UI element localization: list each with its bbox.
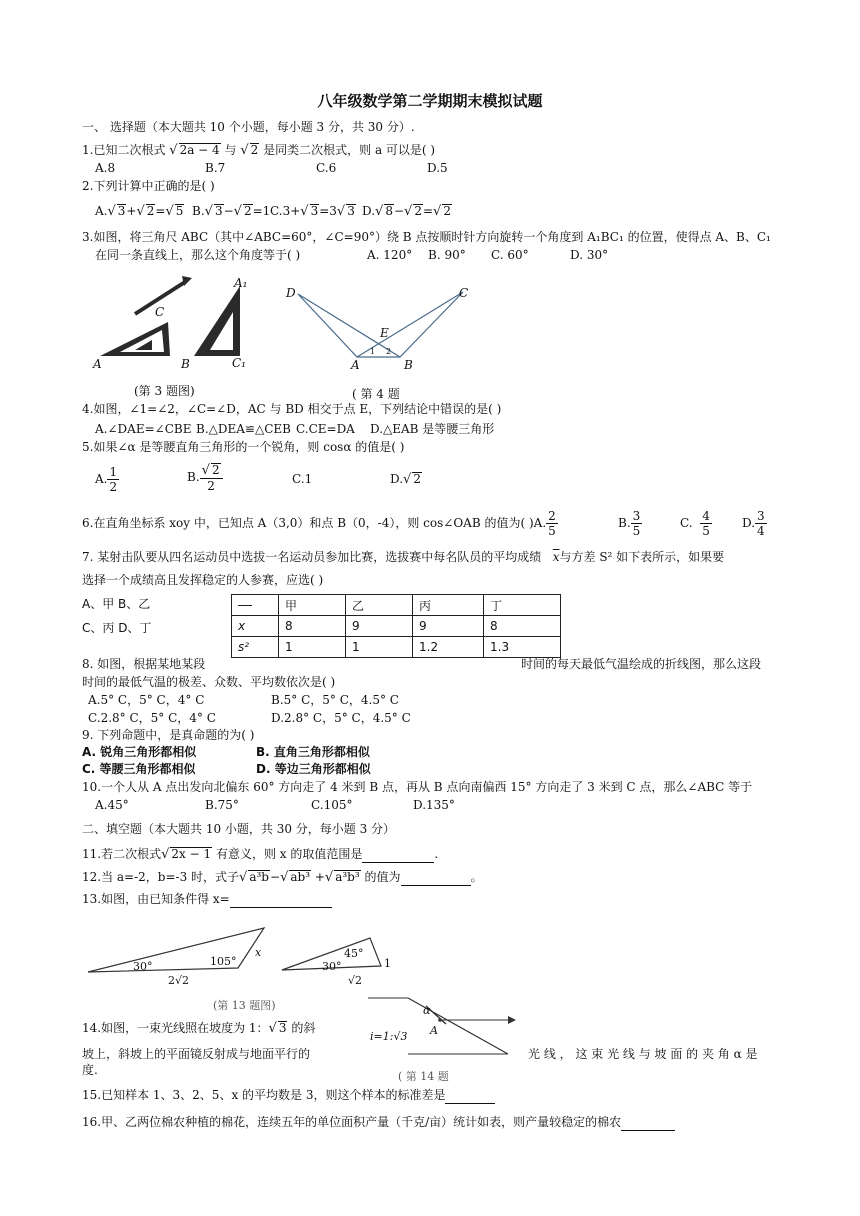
q5-a-num: 1 [109,465,118,479]
table-cell: 1.2 [413,637,484,658]
q5-a-fraction [107,465,119,494]
q2-c-r3: 3 [310,204,319,218]
q1-radicand-1: 2a − 4 [179,143,220,157]
q5-option-d: D.√ 2 [390,472,421,487]
q2-b-r2: 2 [243,204,252,218]
question-3-line-1: 3.如图，将三角尺 ABC（其中∠ABC=60°，∠C=90°）绕 B 点按顺时针方向旋转一个角度到 A₁BC₁ 的位置，使得点 A、B、C₁ [82,230,771,244]
question-1 [82,142,435,159]
fig4-label-b: B [404,358,413,372]
q5-option-b [187,462,223,493]
q2-d-label: D. [362,204,376,218]
q6-d-label: D. [742,516,756,530]
q2-option-d: D.√ 8−√ 2=√ 2 [362,204,451,219]
q11-answer-blank[interactable] [362,846,434,863]
q6-c-fraction [700,509,712,538]
q6-d-fraction [755,509,767,538]
q6-c-num: 4 [702,509,710,523]
fig4-label-a: A [351,358,360,372]
fig13-caption: (第 13 题图) [213,999,276,1012]
q8-option-a: A.5° C，5° C，4° C [88,693,205,707]
q6-c-den: 5 [702,524,710,538]
fig3-label-b: B [181,357,190,371]
table-cell: 8 [484,616,561,637]
table-cell: 甲 [279,595,346,616]
q12-end: 。 [470,870,483,884]
table-row [232,616,561,637]
question-14-line-3: 度. [82,1063,98,1077]
fig14-label-a: A [430,1024,438,1037]
q3-option-c: C. 60° [491,248,529,262]
q6-option-b [618,508,642,538]
q14-radicand: 3 [278,1021,287,1035]
q5-a-den: 2 [109,480,118,494]
q5-option-a [95,464,119,494]
q7-text-a: 7. 某射击队要从四名运动员中选拔一名运动员参加比赛，选拔赛中每名队员的平均成绩 [82,550,542,564]
q1-option-a: A.8 [95,161,116,175]
fig13-base-a: 2√2 [168,974,190,987]
q2-c-r3b: 3 [347,204,355,218]
q6-d-num: 3 [757,509,765,523]
table-row [232,595,561,616]
question-5: 5.如果∠α 是等腰直角三角形的一个锐角，则 cosα 的值是( ) [82,440,405,454]
q3-option-a: A. 120° [367,248,413,262]
fig13-angle-30b: 30° [322,960,342,973]
q6-option-d [742,508,767,538]
fig3-caption: (第 3 题图) [134,384,195,398]
q12-plus: + [314,870,325,884]
q2-option-c: C.3+√ 3=3√ 3 [270,204,355,219]
fig3-label-c1: C₁ [232,356,246,370]
q5-b-label: B. [187,470,200,484]
q4-option-a: A.∠DAE=∠CBE [95,422,192,436]
fig3-label-a: A [93,357,102,371]
question-2: 2.下列计算中正确的是( ) [82,179,215,193]
q9-option-c: C. 等腰三角形都相似 [82,762,196,776]
q2-a-r3: 3 [117,204,126,218]
q9-option-a: A. 锐角三角形都相似 [82,745,197,759]
q6-option-c [680,508,712,538]
q7-stats-table [231,594,561,658]
q12-radicand-2: ab³ [290,870,311,884]
question-15 [82,1087,495,1104]
q2-d-r8: 8 [385,204,393,218]
q8-option-b: B.5° C，5° C，4.5° C [271,693,399,707]
fig3-label-c: C [155,305,165,319]
q2-option-a: A.√ 3+√ 2=√ 5 [95,204,184,219]
table-cell: 丙 [413,595,484,616]
sqrt-symbol: √ [240,143,249,158]
fig4-angle-2: 2 [386,347,392,356]
q3-option-b: B. 90° [428,248,466,262]
q6-b-label: B. [618,516,631,530]
q6-a-fraction [546,509,558,538]
question-8-part-a: 8. 如图，根据某地某段 [82,657,206,671]
q2-a-eq: = [155,204,166,218]
q1-option-c: C.6 [316,161,337,175]
q12-answer-blank[interactable] [401,869,471,886]
q5-d-radicand: 2 [413,472,421,486]
figure-14-light-slope [368,996,528,1058]
fig14-alpha: α [423,1004,431,1017]
fig4-label-e: E [380,326,389,340]
table-cell: s² [232,637,279,658]
q8-option-c: C.2.8° C，5° C，4° C [88,711,216,725]
question-16 [82,1114,675,1131]
q12-text-a: 12.当 a=-2，b=-3 时，式子 [82,870,240,884]
table-cell: 乙 [346,595,413,616]
question-8-part-b: 时间的每天最低气温绘成的折线图，那么这段 [521,657,762,671]
q5-option-c: C.1 [292,472,313,486]
table-cell: x [232,616,279,637]
q4-option-c: C.CE=DA [296,422,355,436]
fig13-label-x: x [255,946,262,959]
fig13-angle-30a: 30° [133,960,153,973]
fig4-label-c: C [459,286,469,300]
q6-a-den: 5 [548,524,556,538]
question-12: 12.当 a=-2，b=-3 时，式子√ a³b−√ ab³ +√ a³b³ 的值为 。 [82,870,483,885]
q4-option-b: B.△DEA≌△CEB [196,422,291,436]
q1-option-b: B.7 [205,161,226,175]
fig4-caption: ( 第 4 题 [352,387,400,401]
q6-b-num: 3 [632,509,641,523]
q13-stem: 13.如图，由已知条件得 x= [82,892,230,906]
q10-option-b: B.75° [205,798,239,812]
table-cell: 1 [346,637,413,658]
q10-option-c: C.105° [311,798,353,812]
section-two-heading: 二、填空题（本大题共 10 小题，共 30 分，每小题 3 分） [82,822,396,836]
q11-text-a: 11.若二次根式 [82,847,162,861]
q9-option-d: D. 等边三角形都相似 [256,762,371,776]
q2-d-r2b: 2 [443,204,451,218]
q6-d-den: 4 [757,524,765,538]
q6-b-den: 5 [632,524,641,538]
q9-option-b: B. 直角三角形都相似 [256,745,370,759]
q2-b-eq1: =1 [252,204,271,218]
question-9: 9. 下列命题中，是真命题的为( ) [82,728,255,742]
q10-option-d: D.135° [413,798,455,812]
q12-radicand-1: a³b [249,870,269,884]
fig13-angle-105: 105° [210,955,237,968]
table-cell: 9 [413,616,484,637]
fig3-label-a1: A₁ [234,276,248,290]
q5-b-fraction [200,463,223,493]
q6-stem: 6.在直角坐标系 xoy 中，已知点 A（3,0）和点 B（0，-4），则 cos∠OAB 的值为( )A. [82,516,547,530]
q3-option-d: D. 30° [570,248,609,262]
q1-text-b: 是同类二次根式，则 a 可以是( ) [263,143,436,157]
fig4-label-d: D [286,286,296,300]
q1-text-mid: 与 [224,143,237,157]
q2-d-r2: 2 [414,204,422,218]
q15-stem: 15.已知样本 1、3、2、5、x 的平均数是 3，则这个样本的标准差是 [82,1088,446,1102]
question-3-line-2: 在同一条直线上，那么这个角度等于( ) [95,248,301,262]
table-row [232,637,561,658]
q12-text-b: 的值为 [364,870,401,884]
q1-option-d: D.5 [427,161,448,175]
q2-a-r2: 2 [146,204,155,218]
q2-d-minus: − [393,204,405,218]
q5-b-radicand: 2 [211,462,220,477]
q2-d-eq: = [422,204,434,218]
question-8-part-c: 时间的最低气温的极差、众数、平均数依次是( ) [82,675,336,689]
table-cell: 8 [279,616,346,637]
q2-option-b: B.√ 3−√ 2=1 [192,204,271,219]
q8-option-d: D.2.8° C，5° C，4.5° C [271,711,411,725]
q15-answer-blank[interactable] [445,1087,495,1104]
q13-answer-blank[interactable] [230,891,332,908]
q6-b-fraction [631,509,643,538]
q10-option-a: A.45° [95,798,129,812]
q14-text-b: 的斜 [291,1021,316,1035]
q2-c-eq: =3 [319,204,337,218]
question-4: 4.如图，∠1=∠2，∠C=∠D，AC 与 BD 相交于点 E，下列结论中错误的是( ) [82,402,502,416]
q11-text-b: 有意义，则 x 的取值范围是 [215,847,363,861]
q4-option-d: D.△EAB 是等腰三角形 [370,422,495,436]
q7-xbar: $\overline{x}$ [552,550,560,564]
q7-text-b: 与方差 S² 如下表所示，如果要 [559,550,725,564]
fig13-side-1: 1 [384,957,391,970]
q16-stem: 16.甲、乙两位棉农种植的棉花，连续五年的单位面积产量（千克/亩）统计如表，则产量较稳定的棉农 [82,1115,622,1129]
q5-b-num: √ 2 [200,463,223,479]
table-cell [232,595,279,616]
q5-a-label: A. [95,472,108,486]
question-7-line-2: 选择一个成绩高且发挥稳定的人参赛，应选( ) [82,573,324,587]
question-6 [82,508,558,538]
q11-radicand: 2x − 1 [171,847,212,861]
q6-a-num: 2 [548,509,556,523]
section-one-heading: 一、 选择题（本大题共 10 个小题，每小题 3 分，共 30 分）. [82,120,415,134]
question-11: 11.若二次根式√ 2x − 1 有意义，则 x 的取值范围是 . [82,847,439,862]
page-title: 八年级数学第二学期期末模拟试题 [317,92,543,110]
q1-text-a: 1.已知二次根式 [82,143,166,157]
q14-text-a: 14.如图，一束光线照在坡度为 1： [82,1021,269,1035]
q16-answer-blank[interactable] [621,1114,675,1131]
q1-radicand-2: 2 [250,143,259,157]
q2-b-minus: − [223,204,234,218]
q2-c-label: C.3+ [270,204,301,218]
question-13 [82,891,332,908]
q5-b-den: 2 [207,478,215,493]
question-14-line-2: 坡上，斜坡上的平面镜反射成与地面平行的 [82,1047,311,1061]
fig13-angle-45: 45° [344,947,364,960]
fig4-angle-1: 1 [370,347,376,356]
q2-b-label: B. [192,204,205,218]
question-14-line-1: 14.如图，一束光线照在坡度为 1：√ 3 的斜 [82,1021,316,1036]
figure-13-triangles [86,920,446,992]
question-7-line-1 [82,549,724,565]
q7-options-cd: C、丙 D、丁 [82,621,152,635]
table-cell: 1.3 [484,637,561,658]
table-cell: 丁 [484,595,561,616]
q2-a-r5: 5 [175,204,184,218]
q11-end: . [434,847,439,861]
q2-a-label: A. [95,204,108,218]
question-14-line-2b: 光 线 ， 这 束 光 线 与 坡 面 的 夹 角 α 是 [528,1047,758,1061]
fig14-caption: ( 第 14 题 [398,1070,449,1083]
q6-c-label: C. [680,516,693,530]
q7-options-ab: A、甲 B、乙 [82,597,151,611]
q5-d-label: D. [390,472,404,486]
table-cell: 9 [346,616,413,637]
q2-a-plus: + [126,204,137,218]
q12-minus: − [270,870,281,884]
fig13-base-b: √2 [348,974,363,987]
q12-radicand-3: a³b³ [335,870,360,884]
fig14-slope: i=1:√3 [370,1030,408,1043]
q2-b-r3: 3 [214,204,223,218]
table-cell: 1 [279,637,346,658]
question-10: 10.一个人从 A 点出发向北偏东 60° 方向走了 4 米到 B 点，再从 B 点向南偏西 15° 方向走了 3 米到 C 点，那么∠ABC 等于 [82,780,753,794]
sqrt-symbol: √ [169,143,178,158]
